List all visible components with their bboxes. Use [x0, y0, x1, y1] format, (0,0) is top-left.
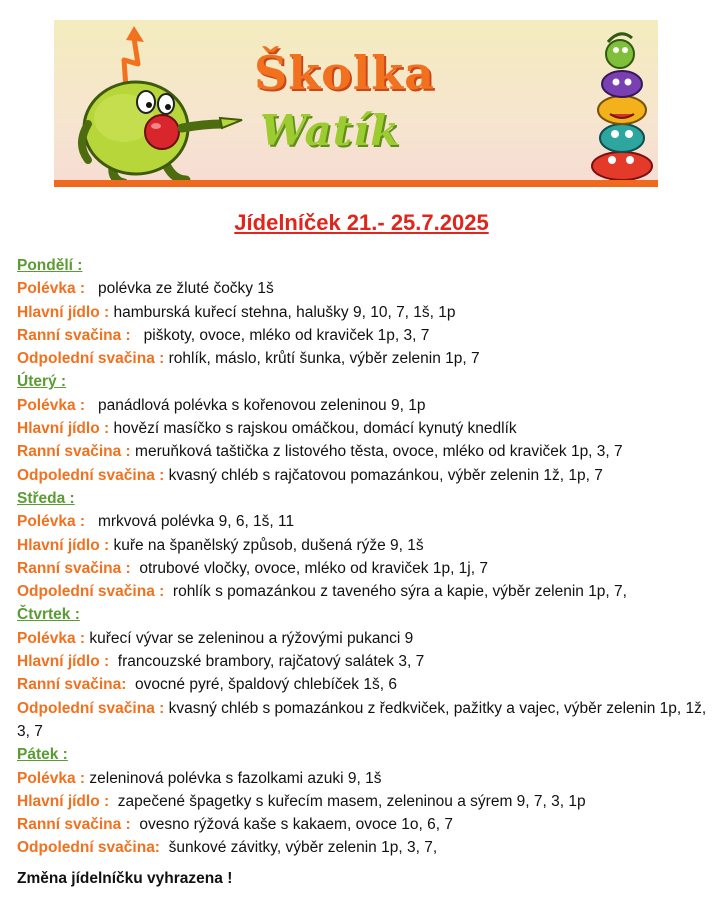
- item-label: Ranní svačina :: [17, 443, 131, 461]
- item-text: ovocné pyré, špaldový chlebíček 1š, 6: [135, 676, 397, 694]
- item-text: panádlová polévka s kořenovou zeleninou 9, 1p: [97, 396, 426, 414]
- menu-item: [17, 790, 707, 813]
- item-text: zapečené špagetky s kuřecím masem, zeleninou a sýrem 9, 7, 3, 1p: [117, 792, 586, 810]
- item-label: Ranní svačina:: [17, 676, 127, 694]
- item-label: Hlavní jídlo :: [17, 303, 110, 321]
- menu-item: [17, 324, 707, 347]
- day-heading: [17, 254, 707, 277]
- item-text: rohlík, máslo, krůtí šunka, výběr zelenin 1p, 7: [168, 350, 480, 368]
- item-label: Hlavní jídlo :: [17, 420, 110, 438]
- day-heading: [17, 487, 707, 510]
- item-text: francouzské brambory, rajčatový salátek 3, 7: [117, 653, 425, 671]
- menu-item: [17, 673, 707, 696]
- item-label: Ranní svačina :: [17, 559, 131, 577]
- menu-item: [17, 557, 707, 580]
- monster-totem-illustration: [586, 26, 658, 182]
- item-label: Odpolední svačina :: [17, 466, 165, 484]
- day-heading: [17, 370, 707, 393]
- weekly-menu: [17, 254, 707, 860]
- day-label: Pátek :: [17, 746, 68, 764]
- item-text: mrkvová polévka 9, 6, 1š, 11: [97, 513, 295, 531]
- day-label: Úterý :: [17, 373, 67, 391]
- item-text: rohlík s pomazánkou z taveného sýra a kapie, výběr zelenin 1p, 7,: [172, 583, 627, 601]
- menu-item: [17, 394, 707, 417]
- item-label: Hlavní jídlo :: [17, 653, 110, 671]
- item-label: Ranní svačina :: [17, 816, 131, 834]
- item-text: ovesno rýžová kaše s kakaem, ovoce 1o, 6, 7: [139, 816, 453, 834]
- item-label: Hlavní jídlo :: [17, 792, 110, 810]
- menu-item: [17, 836, 707, 859]
- item-text: zeleninová polévka s fazolkami azuki 9, 1š: [89, 769, 382, 787]
- day-heading: [17, 743, 707, 766]
- menu-item: [17, 580, 707, 603]
- footer-note: Změna jídelníčku vyhrazena !: [17, 870, 233, 887]
- item-label: Hlavní jídlo :: [17, 536, 110, 554]
- item-text: kvasný chléb s pomazánkou z ředkviček, pažitky a vajec, výběr zelenin 1p, 1ž, 3, 7: [17, 699, 707, 740]
- day-label: Čtvrtek :: [17, 606, 80, 624]
- menu-item: [17, 534, 707, 557]
- menu-item: [17, 301, 707, 324]
- menu-item: [17, 627, 707, 650]
- item-text: otrubové vločky, ovoce, mléko od kraviček 1p, 1j, 7: [139, 559, 488, 577]
- day-heading: [17, 603, 707, 626]
- item-text: polévka ze žluté čočky 1š: [97, 280, 274, 298]
- item-text: šunkové závitky, výběr zelenin 1p, 3, 7,: [168, 839, 438, 857]
- menu-item: [17, 347, 707, 370]
- day-label: Středa :: [17, 489, 75, 507]
- menu-item: [17, 767, 707, 790]
- item-label: Polévka :: [17, 769, 86, 787]
- item-text: piškoty, ovoce, mléko od kraviček 1p, 3, 7: [143, 326, 430, 344]
- item-label: Odpolední svačina:: [17, 839, 160, 857]
- item-text: hovězí masíčko s rajskou omáčkou, domácí kynutý knedlík: [113, 420, 517, 438]
- item-label: Polévka :: [17, 513, 86, 531]
- logo-text-line2: Watík: [260, 106, 401, 155]
- item-label: Polévka :: [17, 396, 86, 414]
- item-text: meruňková taštička z listového těsta, ovoce, mléko od kraviček 1p, 3, 7: [135, 443, 623, 461]
- item-label: Odpolední svačina :: [17, 699, 165, 717]
- item-text: kuřecí vývar se zeleninou a rýžovými pukanci 9: [89, 629, 414, 647]
- menu-item: [17, 813, 707, 836]
- menu-item: [17, 650, 707, 673]
- item-label: Polévka :: [17, 629, 86, 647]
- menu-item: [17, 510, 707, 533]
- menu-item: [17, 277, 707, 300]
- logo-text-line1: Školka: [254, 46, 435, 100]
- menu-item: [17, 464, 707, 487]
- item-label: Odpolední svačina :: [17, 583, 165, 601]
- menu-title: Jídelníček 21.- 25.7.2025: [234, 210, 489, 235]
- header-banner: [54, 20, 658, 187]
- menu-item: [17, 440, 707, 463]
- banner-stripe: [54, 180, 658, 187]
- menu-item: [17, 417, 707, 440]
- mascot-illustration: [54, 20, 254, 187]
- menu-item: [17, 697, 707, 744]
- day-label: Pondělí :: [17, 257, 83, 274]
- item-text: kuře na španělský způsob, dušená rýže 9, 1š: [113, 536, 424, 554]
- item-label: Polévka :: [17, 280, 86, 298]
- item-text: kvasný chléb s rajčatovou pomazánkou, výběr zelenin 1ž, 1p, 7: [168, 466, 603, 484]
- item-label: Ranní svačina :: [17, 326, 131, 344]
- item-label: Odpolední svačina :: [17, 350, 165, 368]
- item-text: hamburská kuřecí stehna, halušky 9, 10, 7, 1š, 1p: [113, 303, 456, 321]
